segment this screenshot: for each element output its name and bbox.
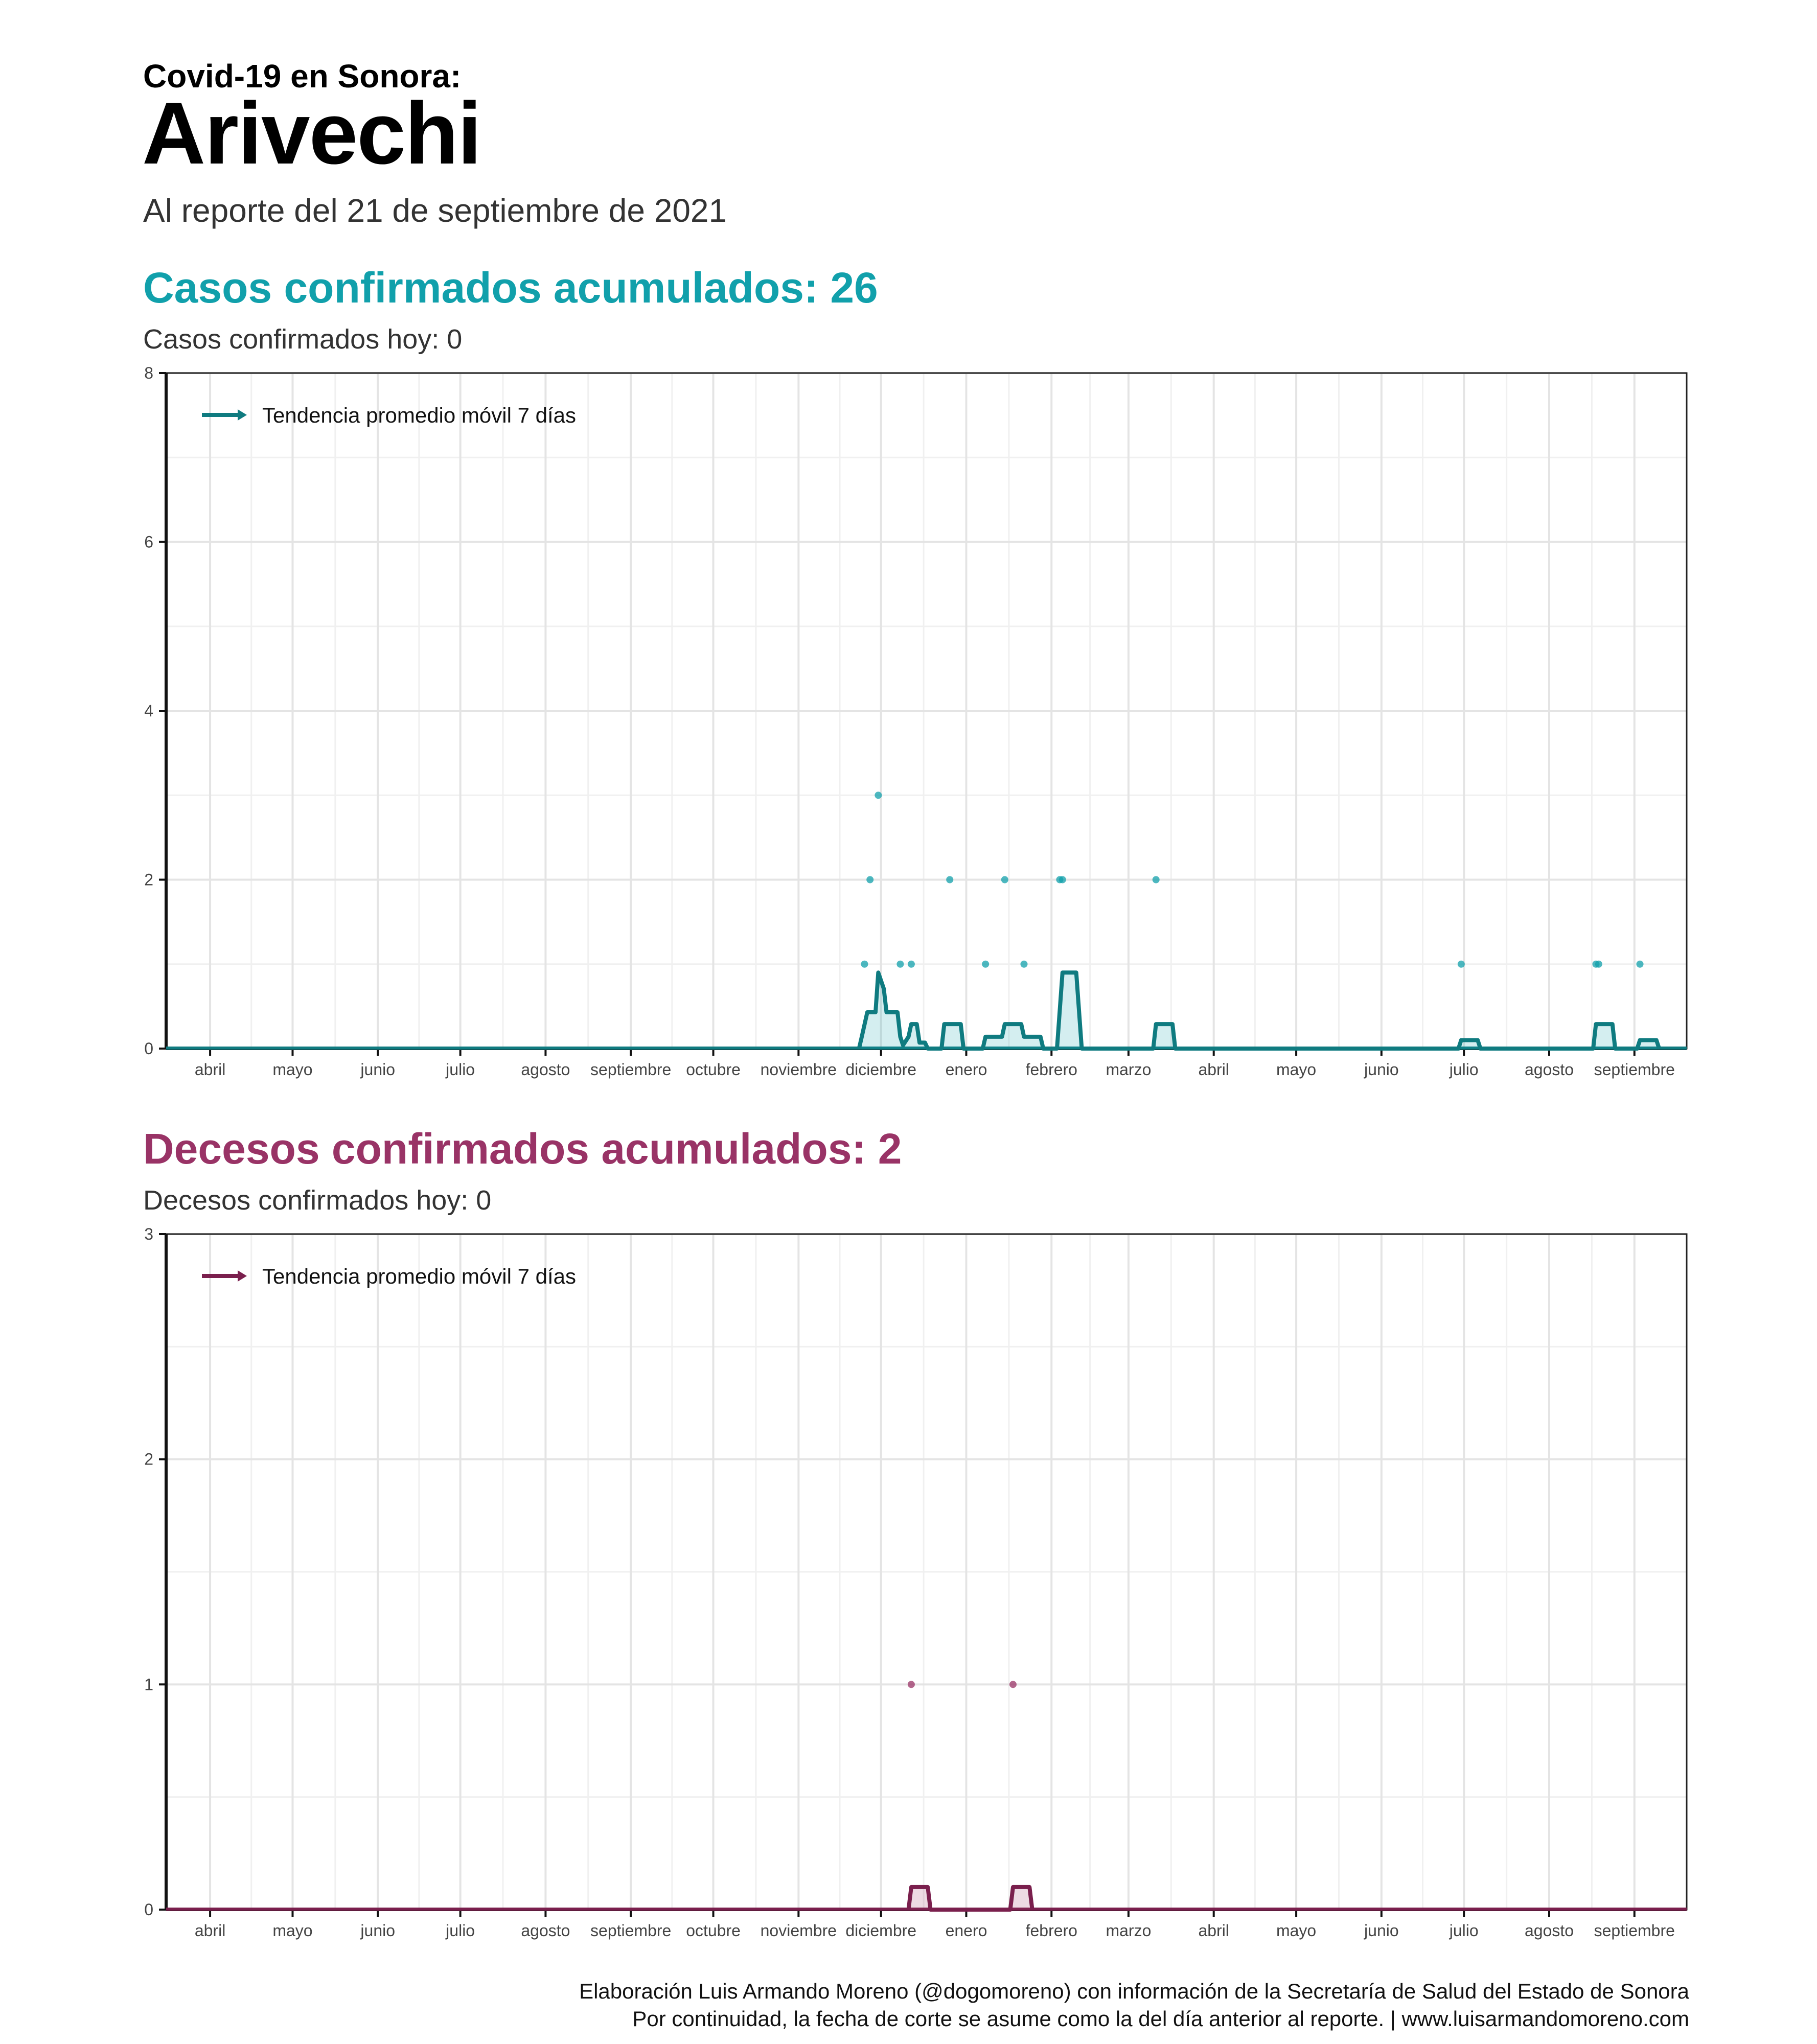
x-tick-label: diciembre bbox=[845, 1921, 917, 1940]
y-tick-label: 6 bbox=[144, 532, 153, 551]
x-tick-label: marzo bbox=[1106, 1060, 1152, 1079]
y-tick-label: 4 bbox=[144, 702, 153, 720]
x-tick-label: marzo bbox=[1106, 1921, 1152, 1940]
x-tick-label: abril bbox=[194, 1921, 226, 1940]
footer-line-1: Elaboración Luis Armando Moreno (@dogomoreno) con información de la Secretaría de Salud del Estado de Sonora bbox=[579, 1979, 1689, 2003]
y-tick-label: 3 bbox=[144, 1225, 153, 1243]
trend-area bbox=[859, 972, 1660, 1049]
deaths-today: Decesos confirmados hoy: 0 bbox=[143, 1185, 492, 1216]
y-tick-label: 0 bbox=[144, 1039, 153, 1058]
daily-point bbox=[1001, 876, 1008, 884]
daily-point bbox=[908, 961, 915, 968]
legend-arrow-icon bbox=[238, 1270, 247, 1282]
x-tick-label: junio bbox=[360, 1921, 396, 1940]
deaths-title: Decesos confirmados acumulados: 2 bbox=[143, 1125, 902, 1173]
x-tick-label: enero bbox=[945, 1921, 987, 1940]
x-tick-label: junio bbox=[1364, 1921, 1399, 1940]
daily-point bbox=[1153, 876, 1160, 884]
x-tick-label: julio bbox=[446, 1921, 475, 1940]
x-tick-label: abril bbox=[194, 1060, 226, 1079]
x-tick-label: mayo bbox=[1276, 1921, 1317, 1940]
x-tick-label: septiembre bbox=[590, 1060, 672, 1079]
daily-point bbox=[908, 1681, 915, 1688]
x-tick-label: noviembre bbox=[760, 1921, 837, 1940]
x-tick-label: enero bbox=[945, 1060, 987, 1079]
daily-point bbox=[1020, 961, 1027, 968]
x-tick-label: junio bbox=[360, 1060, 396, 1079]
x-tick-label: octubre bbox=[686, 1921, 741, 1940]
trend-line bbox=[859, 972, 1660, 1049]
y-tick-label: 8 bbox=[144, 364, 153, 382]
x-tick-label: febrero bbox=[1025, 1921, 1077, 1940]
daily-point bbox=[1595, 961, 1602, 968]
x-tick-label: junio bbox=[1364, 1060, 1399, 1079]
daily-point bbox=[1009, 1681, 1017, 1688]
x-tick-label: agosto bbox=[1524, 1060, 1574, 1079]
x-tick-label: abril bbox=[1198, 1060, 1229, 1079]
x-tick-label: diciembre bbox=[845, 1060, 917, 1079]
x-tick-label: septiembre bbox=[1594, 1921, 1675, 1940]
daily-point bbox=[896, 961, 904, 968]
x-tick-label: abril bbox=[1198, 1921, 1229, 1940]
legend-label: Tendencia promedio móvil 7 días bbox=[262, 1264, 577, 1288]
y-tick-label: 0 bbox=[144, 1900, 153, 1919]
x-tick-label: mayo bbox=[1276, 1060, 1317, 1079]
x-tick-label: septiembre bbox=[590, 1921, 672, 1940]
x-tick-label: julio bbox=[1449, 1060, 1479, 1079]
x-tick-label: mayo bbox=[272, 1921, 313, 1940]
footer-credits bbox=[579, 1978, 1689, 2033]
x-tick-label: julio bbox=[1449, 1921, 1479, 1940]
daily-point bbox=[946, 876, 953, 884]
x-tick-label: febrero bbox=[1025, 1060, 1077, 1079]
y-tick-label: 2 bbox=[144, 870, 153, 889]
cases-chart bbox=[0, 358, 1817, 1079]
x-tick-label: mayo bbox=[272, 1060, 313, 1079]
x-tick-label: septiembre bbox=[1594, 1060, 1675, 1079]
kicker-title: Covid-19 en Sonora: bbox=[143, 58, 462, 95]
x-tick-label: julio bbox=[446, 1060, 475, 1079]
daily-point bbox=[1059, 876, 1066, 884]
daily-point bbox=[982, 961, 989, 968]
cases-today: Casos confirmados hoy: 0 bbox=[143, 324, 463, 355]
report-date: Al reporte del 21 de septiembre de 2021 bbox=[143, 192, 727, 229]
daily-point bbox=[1637, 961, 1644, 968]
daily-point bbox=[875, 792, 882, 799]
x-tick-label: octubre bbox=[686, 1060, 741, 1079]
daily-point bbox=[861, 961, 868, 968]
x-tick-label: agosto bbox=[1524, 1921, 1574, 1940]
legend-arrow-icon bbox=[238, 409, 247, 421]
y-tick-label: 2 bbox=[144, 1450, 153, 1469]
daily-point bbox=[1458, 961, 1465, 968]
y-tick-label: 1 bbox=[144, 1675, 153, 1694]
x-tick-label: agosto bbox=[521, 1921, 570, 1940]
daily-point bbox=[866, 876, 873, 884]
footer-line-2: Por continuidad, la fecha de corte se asume como la del día anterior al reporte. | www.luisarmandomoreno.com bbox=[632, 2006, 1689, 2031]
x-tick-label: noviembre bbox=[760, 1060, 837, 1079]
place-title: Arivechi bbox=[142, 84, 481, 182]
legend-label: Tendencia promedio móvil 7 días bbox=[262, 403, 577, 427]
cases-title: Casos confirmados acumulados: 26 bbox=[143, 264, 878, 312]
x-tick-label: agosto bbox=[521, 1060, 570, 1079]
deaths-chart bbox=[0, 1219, 1817, 1940]
